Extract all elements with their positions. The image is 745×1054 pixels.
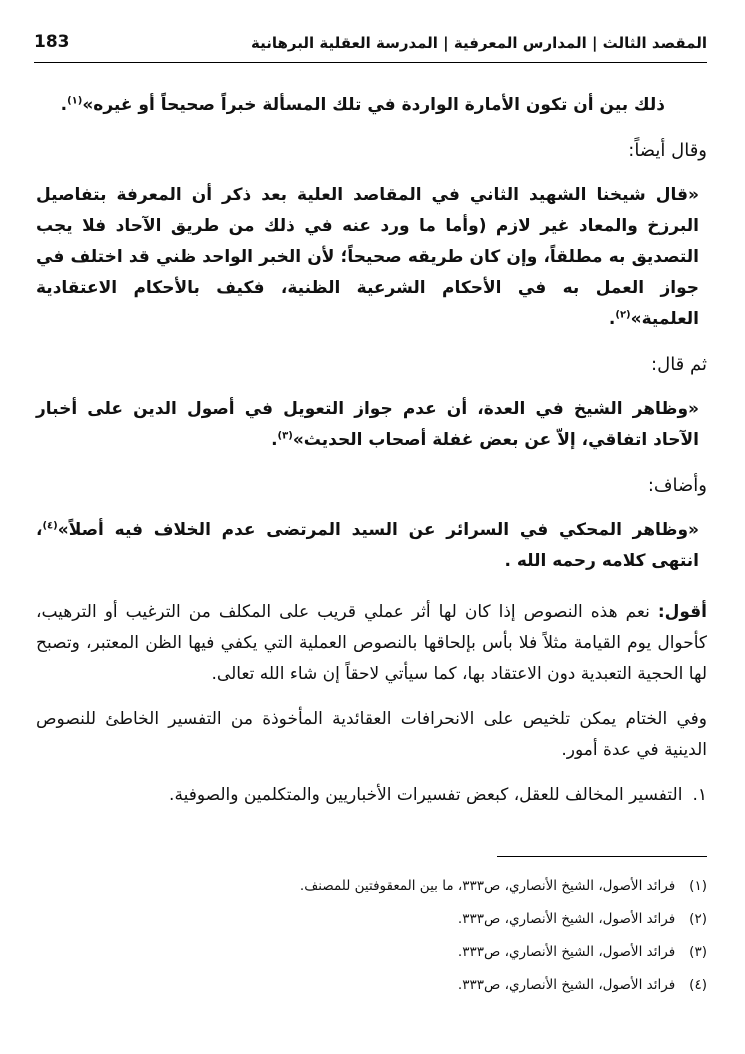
footnote-ref-3: (٣) (277, 430, 293, 442)
footnote (36, 903, 707, 936)
footnote-ref-4: (٤) (42, 520, 58, 532)
footnote (36, 870, 707, 903)
footnote (36, 936, 707, 969)
intro-then-said: ثم قال: (651, 354, 707, 375)
footnote-number: (١) (689, 878, 707, 894)
quote-paragraph-3 (36, 394, 707, 456)
quote-3-end: . (271, 430, 278, 450)
footnote-number: (٢) (689, 911, 707, 927)
running-header (34, 30, 707, 64)
list-item (36, 780, 707, 811)
main-text (36, 90, 707, 811)
commentary-lead: أقول: (657, 602, 707, 622)
footnote-rule (497, 856, 707, 857)
footnote-text: فرائد الأصول، الشيخ الأنصاري، ص٣٣٣. (457, 911, 676, 927)
footnotes (36, 870, 707, 1002)
intro-added: وأضاف: (647, 475, 707, 496)
quote-1-text: ذلك بين أن تكون الأمارة الواردة في تلك المسألة خبراً صحيحاً أو غيره» (82, 95, 665, 115)
conclusion-paragraph: وفي الختام يمكن تلخيص على الانحرافات العقائدية المأخوذة من التفسير الخاطئ للنصوص الدينية في عدة أمور. (36, 709, 707, 760)
quote-paragraph-1 (36, 90, 707, 121)
intro-also-said: وقال أيضاً: (628, 140, 707, 161)
footnote-text: فرائد الأصول، الشيخ الأنصاري، ص٣٣٣، ما بين المعقوفتين للمصنف. (299, 878, 676, 894)
list-item-text: التفسير المخالف للعقل، كبعض تفسيرات الأخباريين والمتكلمين والصوفية. (169, 785, 683, 805)
quote-paragraph-2 (36, 180, 707, 335)
footnote-text: فرائد الأصول، الشيخ الأنصاري، ص٣٣٣. (457, 944, 676, 960)
quote-2-text: «قال شيخنا الشهيد الثاني في المقاصد العلية بعد ذكر أن المعرفة بتفاصيل البرزخ والمعاد غير لازم (وأما ما ورد عنه في ذلك من طريق الآحاد فلا يجب التصديق به مطلقاً، وإن كان طريقه صحيحاً؛ لأن الخبر الواحد ظني قد اختلف في جواز العمل به في الأحكام الشرعية الظنية، فكيف بالأحكام الاعتقادية العلمية» (36, 185, 699, 329)
list-item-number: ١. (692, 785, 707, 805)
commentary-text: نعم هذه النصوص إذا كان لها أثر عملي قريب على المكلف من الترغيب أو الترهيب، كأحوال يوم القيامة مثلاً فلا بأس بإلحاقها بالنصوص العملية التي يكفي فيها الظن المعتبر، وتصبح لها الحجية التعبدية دون الاعتقاد بها، كما سيأتي لاحقاً إن شاء الله تعالى. (36, 602, 707, 684)
quote-3-text: «وظاهر الشيخ في العدة، أن عدم جواز التعويل في أصول الدين على أخبار الآحاد اتفاقي، إلاّ عن بعض غفلة أصحاب الحديث» (36, 399, 699, 450)
quote-4-end: ، انتهى كلامه رحمه الله . (36, 520, 699, 571)
header-rule (34, 62, 707, 63)
footnote-number: (٤) (689, 977, 707, 993)
footnote-number: (٣) (689, 944, 707, 960)
header-title: المقصد الثالث | المدارس المعرفية | المدرسة العقلية البرهانية (251, 34, 707, 52)
quote-4-text: «وظاهر المحكي في السرائر عن السيد المرتضى عدم الخلاف فيه أصلاً» (57, 520, 699, 540)
quote-2-end: . (608, 309, 616, 329)
commentary-paragraph (36, 597, 707, 690)
quote-1-end: . (60, 95, 68, 115)
footnote-ref-1: (١) (67, 95, 83, 107)
footnote-ref-2: (٢) (615, 309, 631, 321)
footnote-text: فرائد الأصول، الشيخ الأنصاري، ص٣٣٣. (457, 977, 676, 993)
page-number: 183 (34, 32, 70, 52)
quote-paragraph-4 (36, 515, 707, 577)
footnote (36, 969, 707, 1002)
